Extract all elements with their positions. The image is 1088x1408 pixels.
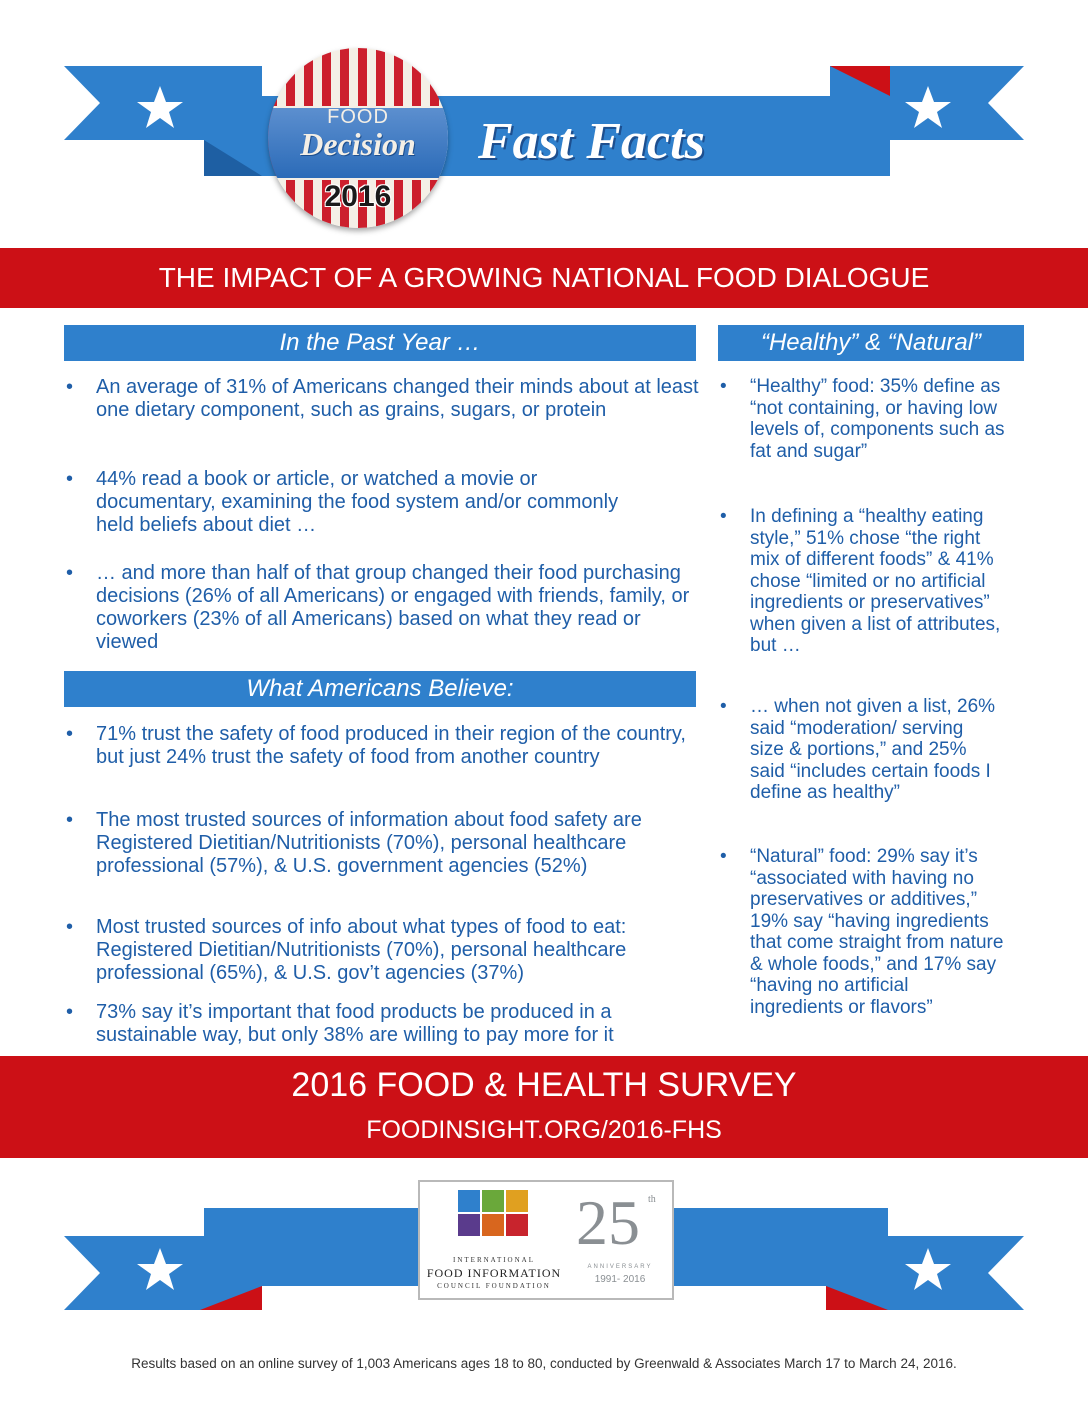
anniversary-suffix: th: [648, 1194, 656, 1205]
list-item: • The most trusted sources of information about food safety are Registered Dietitian/Nutritionists (70%), personal healthcare professional (57%), & U.S. government agencies (52%): [66, 809, 642, 877]
survey-title: 2016 FOOD & HEALTH SURVEY: [291, 1066, 797, 1104]
believe-heading: What Americans Believe:: [64, 671, 696, 707]
list-item: • 71% trust the safety of food produced in their region of the country, but just 24% trust the safety of food from another country: [66, 723, 686, 768]
list-item: • Most trusted sources of info about what types of food to eat: Registered Dietitian/Nutritionists (70%), personal healthcare professional (65%), & U.S. gov’t agencies (37%): [66, 916, 627, 984]
list-item: • “Natural” food: 29% say it’s “associated with having no preservatives or additives,” 19% say “having ingredients that come straight from nature & whole foods,” and 17% say “having no artificial ingredients or flavors”: [720, 846, 1004, 1018]
list-item: • 73% say it’s important that food products be produced in a sustainable way, but only 38% are willing to pay more for it: [66, 1001, 614, 1046]
list-item: • … when not given a list, 26% said “moderation/ serving size & portions,” and 25% said “includes certain foods I define as healthy”: [720, 696, 996, 803]
logo-org-line2: FOOD INFORMATION: [426, 1266, 562, 1280]
healthy-natural-heading: “Healthy” & “Natural”: [718, 325, 1024, 361]
banner-title: Fast Facts: [478, 113, 705, 170]
footnote: Results based on an online survey of 1,003 Americans ages 18 to 80, conducted by Greenwald & Associates March 17 to March 24, 2016.: [131, 1356, 957, 1371]
past-year-heading: In the Past Year …: [64, 325, 696, 361]
survey-url[interactable]: FOODINSIGHT.ORG/2016-FHS: [366, 1116, 722, 1144]
anniversary-years: 1991- 2016: [594, 1274, 646, 1285]
badge-line1: FOOD: [327, 106, 389, 128]
ific-logo: [418, 1180, 674, 1300]
list-item: • An average of 31% of Americans changed their minds about at least one dietary component, such as grains, sugars, or protein: [66, 376, 699, 421]
badge-year: 2016: [324, 180, 392, 213]
badge-line2: Decision: [300, 126, 416, 162]
food-decision-badge: [268, 48, 448, 228]
anniversary-number: 25: [576, 1187, 640, 1258]
list-item: • 44% read a book or article, or watched a movie or documentary, examining the food system and/or commonly held beliefs about diet …: [66, 468, 619, 536]
logo-org-line3: COUNCIL FOUNDATION: [437, 1282, 551, 1290]
anniversary-word: ANNIVERSARY: [587, 1264, 653, 1270]
ific-logo-grid-icon: [458, 1190, 528, 1260]
list-item: • … and more than half of that group changed their food purchasing decisions (26% of all Americans) or engaged with friends, family, or coworkers (23% of all Americans) based on what they read or viewed: [66, 562, 690, 653]
headline-bar: THE IMPACT OF A GROWING NATIONAL FOOD DIALOGUE: [0, 248, 1088, 308]
list-item: • In defining a “healthy eating style,” 51% chose “the right mix of different foods” & 41% chose “limited or no artificial ingredients or preservatives” when given a list of attributes, but …: [720, 506, 1001, 656]
list-item: • “Healthy” food: 35% define as “not containing, or having low levels of, components such as fat and sugar”: [720, 376, 1005, 462]
logo-org-line1: INTERNATIONAL: [453, 1256, 535, 1264]
survey-bar: [0, 1056, 1088, 1158]
